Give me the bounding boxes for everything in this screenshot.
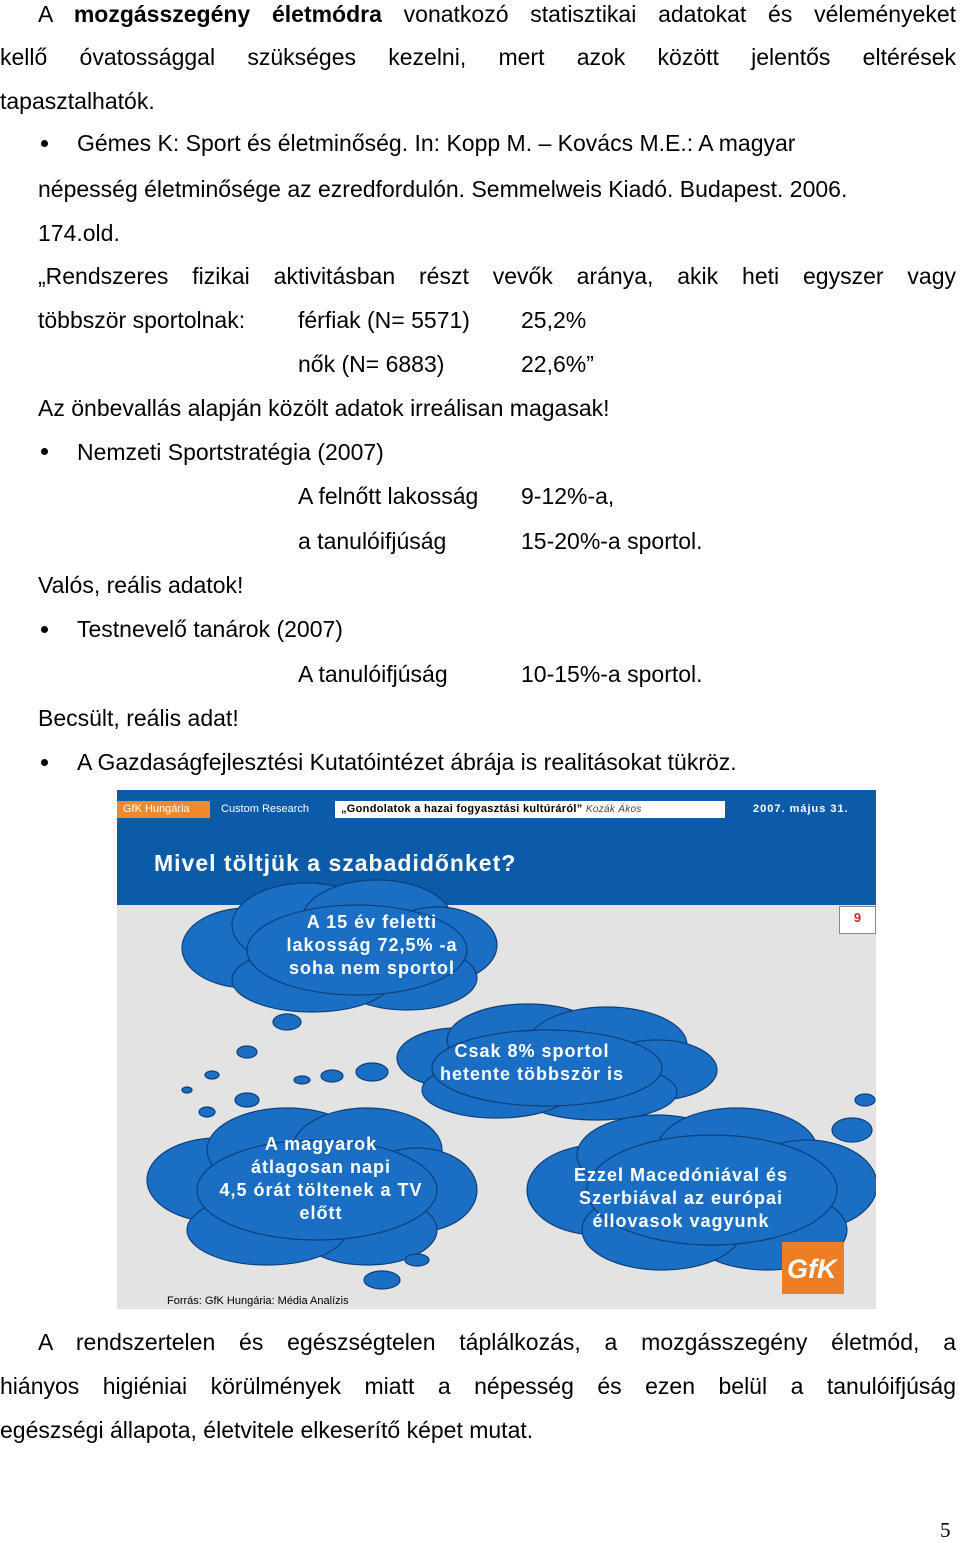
reference-line-3: 174.old.	[38, 220, 120, 246]
slide-tag-company: GfK Hungária	[117, 801, 210, 818]
teachers-youth-value: 10-15%-a sportol.	[521, 661, 703, 687]
page-number: 5	[940, 1518, 951, 1542]
strategy-youth-label: a tanulóifjúság	[298, 528, 447, 554]
intro-bold-term: mozgásszegény életmódra	[73, 1, 382, 27]
cloud-2-text	[407, 1040, 657, 1086]
cloud-1-text	[247, 911, 497, 980]
cloud-4-line: Ezzel Macedóniával és	[573, 1165, 789, 1185]
gfk-logo	[782, 1242, 844, 1294]
cloud-3-line: átlagosan napi	[250, 1157, 392, 1177]
cloud-3-text	[187, 1133, 455, 1225]
strategy-note: Valós, reális adatok!	[38, 572, 244, 598]
cloud-4-text	[547, 1164, 815, 1233]
bullet-icon	[41, 140, 48, 147]
slide-source: Forrás: GfK Hungária: Média Analízis	[167, 1295, 349, 1307]
self-report-note: Az önbevallás alapján közölt adatok irreálisan magasak!	[38, 395, 610, 421]
cloud-1-line: soha nem sportol	[288, 958, 456, 978]
teachers-note: Becsült, reális adat!	[38, 705, 239, 731]
teachers-title: Testnevelő tanárok (2007)	[77, 616, 343, 642]
cloud-4-line: Szerbiával az európai	[578, 1188, 784, 1208]
closing-line-2: hiányos higiéniai körülmények miatt a népesség és ezen belül a tanulóifjúság	[0, 1373, 956, 1399]
slide-tag-date: 2007. május 31.	[731, 801, 876, 818]
strategy-adult-label: A felnőtt lakosság	[298, 483, 479, 509]
reference-line-1: Gémes K: Sport és életminőség. In: Kopp M. – Kovács M.E.: A magyar	[77, 130, 796, 156]
slide-tag-dept: Custom Research	[215, 801, 331, 818]
bullet-icon	[41, 626, 48, 633]
men-value: 25,2%	[521, 307, 587, 333]
strategy-adult-value: 9-12%-a,	[521, 483, 615, 509]
strategy-title: Nemzeti Sportstratégia (2007)	[77, 439, 384, 465]
cloud-2-line: hetente többször is	[439, 1064, 624, 1084]
quote-line-2-label: többször sportolnak:	[38, 307, 246, 333]
cloud-3-line: A magyarok	[264, 1134, 378, 1154]
intro-line-2: kellő óvatossággal szükséges kezelni, mert azok között jelentős eltérések	[0, 44, 956, 70]
intro-line-3: tapasztalhatók.	[0, 88, 155, 114]
women-value: 22,6%”	[521, 351, 594, 377]
cloud-1-line: lakosság 72,5% -a	[286, 935, 458, 955]
quote-line-1: „Rendszeres fizikai aktivitásban részt vevők aránya, akik heti egyszer vagy	[38, 263, 956, 289]
intro-line-1-post: vonatkozó statisztikai adatokat és véleményeket	[381, 1, 956, 27]
intro-line-1-pre: A	[38, 1, 74, 27]
closing-line-3: egészségi állapota, életvitele elkeserítő képet mutat.	[0, 1417, 534, 1443]
cloud-2-line: Csak 8% sportol	[454, 1041, 610, 1061]
cloud-3-line: 4,5 órát töltenek a TV	[219, 1180, 423, 1200]
slide-number: 9	[839, 906, 876, 934]
slide-topic-text: „Gondolatok a hazai fogyasztási kultúráról”	[341, 803, 583, 815]
bullet-icon	[41, 759, 48, 766]
cloud-3-line: előtt	[299, 1203, 343, 1223]
bullet-icon	[41, 448, 48, 455]
gfk-slide	[117, 790, 876, 1309]
slide-title: Mivel töltjük a szabadidőnket?	[154, 850, 517, 876]
gki-line: A Gazdaságfejlesztési Kutatóintézet ábrája is realitásokat tükröz.	[77, 749, 737, 775]
reference-line-2: népesség életminősége az ezredfordulón. Semmelweis Kiadó. Budapest. 2006.	[38, 176, 848, 202]
gfk-logo-text: GfK	[787, 1254, 837, 1284]
teachers-youth-label: A tanulóifjúság	[298, 661, 448, 687]
cloud-4-line: éllovasok vagyunk	[592, 1211, 770, 1231]
slide-author: Kozák Ákos	[585, 804, 642, 815]
strategy-youth-value: 15-20%-a sportol.	[521, 528, 703, 554]
intro-line-1	[38, 0, 956, 28]
women-label: nők (N= 6883)	[298, 351, 445, 377]
closing-line-1: A rendszertelen és egészségtelen táplálkozás, a mozgásszegény életmód, a	[38, 1329, 956, 1355]
cloud-1-line: A 15 év feletti	[306, 912, 438, 932]
men-label: férfiak (N= 5571)	[298, 307, 470, 333]
